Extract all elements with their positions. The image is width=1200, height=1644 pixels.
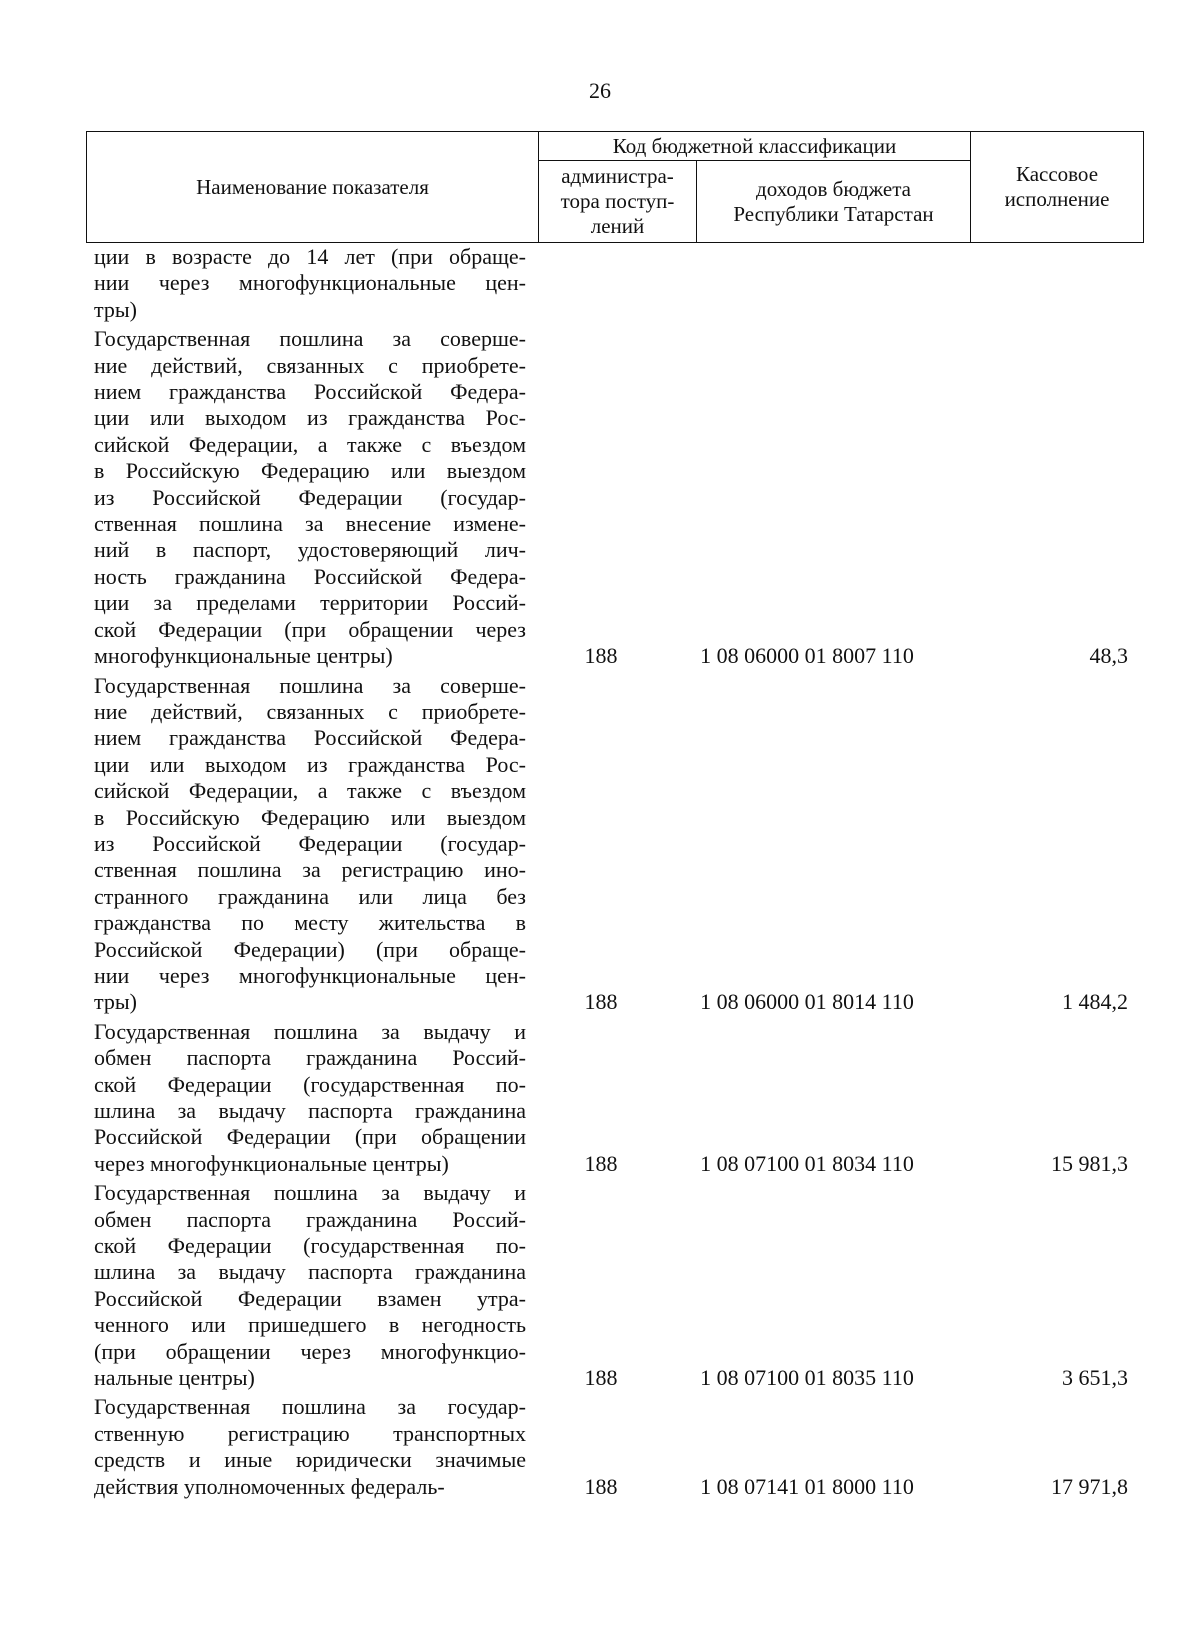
- table-row: [94, 1180, 1144, 1391]
- row-exec-value: 17 971,8: [1051, 1473, 1128, 1499]
- table-row: [94, 1394, 1144, 1500]
- header-admin-label: администра- тора поступ- лений: [560, 164, 675, 238]
- row-admin-code: 188: [584, 643, 618, 669]
- row-income-code: 1 08 07100 01 8034 110: [700, 1150, 914, 1176]
- row-exec-value: 15 981,3: [1051, 1150, 1128, 1176]
- row-name: Государственная пошлина за соверше- ние действий, связанных с приобрете- нием гражданства Российской Федера- ции или выходом из гражданства Рос- сийской Федерации, а также с въездом в Российскую Федерацию или выездом из Российской Федерации (государ- ственная пошлина за внесение измене- ний в паспорт, удостоверяющий лич- ность гражданина Российской Федера- ции за пределами территории Россий- ской Федерации (при обращении через многофункциональные центры): [94, 326, 526, 669]
- row-admin-code: 188: [584, 989, 618, 1015]
- header-exec-column: [971, 132, 1143, 242]
- table-header: [86, 131, 1144, 243]
- table-row: [94, 673, 1144, 1016]
- row-name: ции в возрасте до 14 лет (при обраще- нии через многофункциональные цен- тры): [94, 244, 526, 322]
- row-income-code: 1 08 06000 01 8007 110: [700, 643, 914, 669]
- header-admin-column: [539, 161, 697, 242]
- row-admin-code: 188: [584, 1473, 618, 1499]
- row-name: Государственная пошлина за соверше- ние действий, связанных с приобрете- нием гражданства Российской Федера- ции или выходом из гражданства Рос- сийской Федерации, а также с въездом в Российскую Федерацию или выездом из Российской Федерации (государ- ственная пошлина за регистрацию ино- странного гражданина или лица без гражданства по месту жительства в Российской Федерации) (при обраще- нии через многофункциональные цен- тры): [94, 672, 526, 1015]
- header-income-column: [697, 161, 971, 242]
- row-name: Государственная пошлина за выдачу и обмен паспорта гражданина Россий- ской Федерации (государственная по- шлина за выдачу паспорта гражданина Российской Федерации взамен утра- ченного или пришедшего в негодность (при обращении через многофункцио- нальные центры): [94, 1180, 526, 1391]
- row-exec-value: 3 651,3: [1062, 1365, 1128, 1391]
- row-income-code: 1 08 06000 01 8014 110: [700, 989, 914, 1015]
- table-row: [94, 1019, 1144, 1177]
- header-code-group: Код бюджетной классификации: [539, 132, 971, 161]
- table-row: [94, 326, 1144, 669]
- row-exec-value: 48,3: [1089, 643, 1128, 669]
- row-name: Государственная пошлина за выдачу и обмен паспорта гражданина Россий- ской Федерации (государственная по- шлина за выдачу паспорта гражданина Российской Федерации (при обращении через многофункциональные центры): [94, 1018, 526, 1176]
- table-body: [94, 244, 1144, 1503]
- row-admin-code: 188: [584, 1365, 618, 1391]
- row-exec-value: 1 484,2: [1062, 989, 1128, 1015]
- page-number: 26: [589, 78, 611, 103]
- row-income-code: 1 08 07141 01 8000 110: [700, 1473, 914, 1499]
- row-name: Государственная пошлина за государ- ственную регистрацию транспортных средств и иные юридически значимые действия уполномоченных федераль-: [94, 1394, 526, 1499]
- table-row: [94, 244, 1144, 323]
- row-admin-code: 188: [584, 1150, 618, 1176]
- header-name-column: Наименование показателя: [87, 132, 539, 242]
- row-income-code: 1 08 07100 01 8035 110: [700, 1365, 914, 1391]
- header-exec-label: Кассовое исполнение: [1004, 162, 1110, 211]
- header-income-label: доходов бюджета Республики Татарстан: [733, 176, 934, 226]
